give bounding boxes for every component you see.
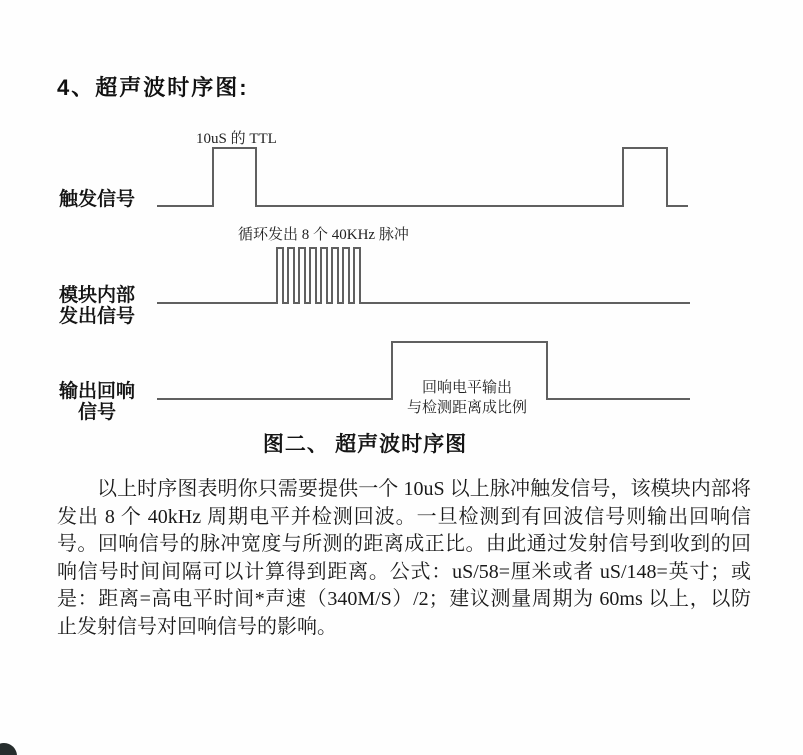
echo-signal-label <box>55 381 139 423</box>
echo-pulse-annotation <box>400 378 534 418</box>
description-paragraph: 以上时序图表明你只需要提供一个 10uS 以上脉冲触发信号，该模块内部将发出 8 个 40kHz 周期电平并检测回波。一旦检测到有回波信号则输出回响信号。回响信号的脉冲宽度与所测的距离成正比。由此通过发射信号到收到的回响信号时间间隔可以计算得到距离。公式：uS/58=厘米或者 uS/148=英寸；或是：距离=高电平时间*声速（340M/S）/2；建议测量周期为 60ms 以上，以防止发射信号对回响信号的影响。 <box>57 478 751 638</box>
figure-caption: 图二、 超声波时序图 <box>262 432 468 456</box>
burst-signal-waveform <box>157 248 690 303</box>
section-heading: 4、超声波时序图: <box>57 75 249 100</box>
trigger-pulse-annotation: 10uS 的 TTL <box>196 131 277 147</box>
trigger-signal-label: 触发信号 <box>58 189 135 210</box>
burst-pulses-annotation: 循环发出 8 个 40KHz 脉冲 <box>238 227 409 243</box>
echo-pulse-annotation-line2: 与检测距离成比例 <box>406 400 527 416</box>
echo-signal-label-line2: 信号 <box>77 402 116 423</box>
trigger-signal-waveform <box>157 148 688 206</box>
burst-signal-label-line2: 发出信号 <box>58 306 135 327</box>
echo-signal-label-line1: 输出回响 <box>58 381 135 402</box>
burst-signal-label-line1: 模块内部 <box>58 285 135 306</box>
echo-pulse-annotation-line1: 回响电平输出 <box>421 380 512 396</box>
burst-signal-label <box>55 285 139 327</box>
scan-corner-artifact <box>0 743 17 755</box>
